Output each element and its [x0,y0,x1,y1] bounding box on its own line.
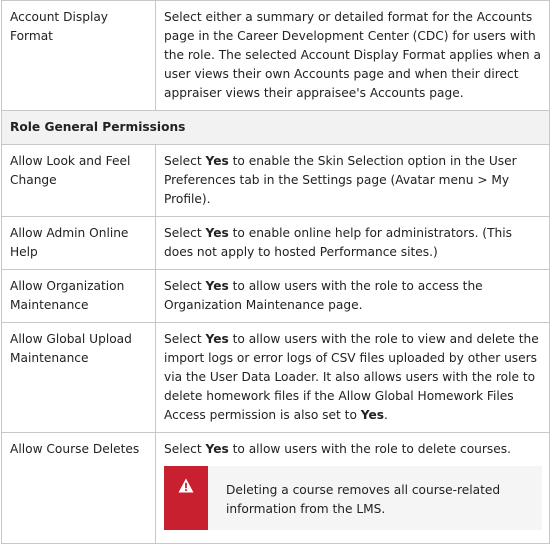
desc-text: Select [164,226,206,240]
desc-line [164,440,542,459]
table-row [2,433,550,544]
warning-triangle-icon [178,478,194,530]
desc-text: to enable online help for administrators. (This does not apply to hosted Performance sites.) [164,226,512,259]
desc-text: Select [164,442,206,456]
yes-emphasis: Yes [205,332,229,346]
desc-text: to allow users with the role to access the Organization Maintenance page. [164,279,483,312]
permission-name: Allow Organization Maintenance [2,270,156,323]
yes-emphasis: Yes [205,154,229,168]
section-header: Role General Permissions [2,111,550,145]
desc-text: to allow users with the role to view and delete the import logs or error logs of CSV files uploaded by other users via the User Data Loader. It also allows users with the role to delete homework files if the Allow Global Homework Files Access permission is also set to [164,332,539,422]
table-row [2,270,550,323]
desc-text: to allow users with the role to delete courses. [228,442,511,456]
permission-name: Allow Global Upload Maintenance [2,323,156,433]
yes-emphasis: Yes [205,442,229,456]
table-row [2,217,550,270]
table-row [2,323,550,433]
desc-text: Select [164,279,206,293]
permission-description: Select either a summary or detailed format for the Accounts page in the Career Development Center (CDC) for users with the role. The selected Account Display Format applies when a user views their own Accounts page and when their direct appraiser views their appraisee's Accounts page. [156,1,550,111]
permission-description [156,145,550,217]
section-header-row [2,111,550,145]
desc-text: Select [164,332,206,346]
permission-description [156,217,550,270]
permission-description [156,270,550,323]
desc-text: . [384,408,388,422]
warning-text: Deleting a course removes all course-related information from the LMS. [226,483,501,516]
warning-strip [164,466,208,530]
desc-text: to enable the Skin Selection option in the User Preferences tab in the Settings page (Avatar menu > My Profile). [164,154,517,206]
permission-name: Allow Course Deletes [2,433,156,544]
warning-callout [164,466,542,530]
table-row [2,145,550,217]
desc-text: Select [164,154,206,168]
yes-emphasis: Yes [360,408,385,422]
permission-name: Allow Admin Online Help [2,217,156,270]
yes-emphasis: Yes [205,279,229,293]
permission-description [156,323,550,433]
table-row [2,1,550,111]
permission-name: Account Display Format [2,1,156,111]
permissions-table [1,0,550,544]
yes-emphasis: Yes [205,226,229,240]
permission-name: Allow Look and Feel Change [2,145,156,217]
permission-description [156,433,550,544]
